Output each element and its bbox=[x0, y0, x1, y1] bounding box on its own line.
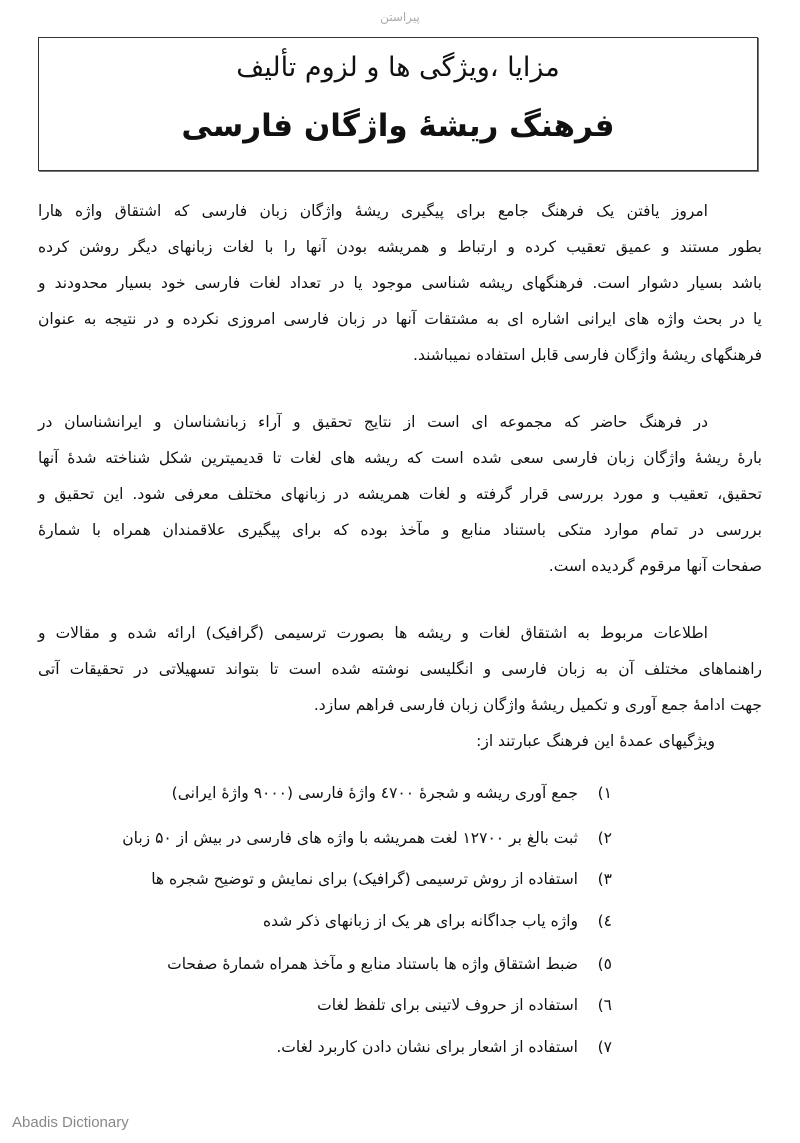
paragraph-1-line: بطور مستند و عمیق تعقیب کرده و ارتباط و همریشه بودن آنها را با لغات زبانهای دیگر روشن کرده bbox=[38, 238, 762, 256]
paragraph-3-line: جهت ادامهٔ جمع آوری و تکمیل ریشهٔ واژگان زبان فارسی فراهم سازد. bbox=[313, 696, 762, 714]
paragraph-3-line: اطلاعات مربوط به اشتقاق لغات و ریشه ها بصورت ترسیمی (گرافیک) ارائه شده و مقالات و bbox=[38, 624, 708, 642]
feature-text: استفاده از اشعار برای نشان دادن کاربرد لغات. bbox=[276, 1038, 578, 1056]
paragraph-2-line: بررسی در تمام موارد متکی باستناد منابع و مآخذ بوده که برای پیگیری علاقمندان همراه با شمارهٔ bbox=[38, 521, 762, 539]
feature-number: ٥) bbox=[597, 955, 612, 973]
paragraph-1-line: باشد بسیار دشوار است. فرهنگهای ریشه شناسی موجود یا در تعداد لغات فارسی خود بسیار محدودند و bbox=[38, 274, 762, 292]
feature-text: استفاده از حروف لاتینی برای تلفظ لغات bbox=[317, 996, 578, 1014]
watermark-top: پیراستن bbox=[380, 10, 420, 24]
title-line-1: مزایا ،ویژگی ها و لزوم تألیف bbox=[236, 52, 560, 83]
paragraph-2-line: در فرهنگ حاضر که مجموعه ای است از نتایج تحقیق و آراء زبانشناسان و ایرانشناسان در bbox=[38, 413, 708, 431]
paragraph-1-line: فرهنگهای ریشهٔ واژگان فارسی قابل استفاده نمیباشند. bbox=[413, 346, 762, 364]
feature-number: ۲) bbox=[597, 829, 612, 847]
feature-number: ٤) bbox=[597, 912, 612, 930]
paragraph-2-line: صفحات آنها مرقوم گردیده است. bbox=[548, 557, 762, 575]
features-intro: ویژگیهای عمدهٔ این فرهنگ عبارتند از: bbox=[476, 732, 715, 750]
paragraph-1-line: یا در بحث واژه های ایرانی اشاره ای به مشتقات آنها در زبان فارسی امروزی نکرده و در نتیجه به عنوان bbox=[38, 310, 762, 328]
feature-number: ۳) bbox=[597, 870, 612, 888]
footer-watermark: Abadis Dictionary bbox=[12, 1114, 129, 1131]
paragraph-3-line: راهنماهای مختلف آن به زبان فارسی و انگلیسی نوشته شده است تا بتواند تسهیلاتی در تحقیقات آتی bbox=[38, 660, 762, 678]
feature-text: استفاده از روش ترسیمی (گرافیک) برای نمایش و توضیح شجره ها bbox=[151, 870, 578, 888]
feature-text: واژه یاب جداگانه برای هر یک از زبانهای ذکر شده bbox=[262, 912, 578, 930]
paragraph-2-line: تحقیق، تعقیب و مورد بررسی قرار گرفته و لغات همریشه در زبانهای مختلف معرفی شود. این تحقیق و bbox=[38, 485, 762, 503]
feature-text: ضبط اشتقاق واژه ها باستناد منابع و مآخذ همراه شمارهٔ صفحات bbox=[167, 955, 578, 973]
paragraph-1-line: امروز یافتن یک فرهنگ جامع برای پیگیری ریشهٔ واژگان زبان فارسی که اشتقاق واژه هارا bbox=[38, 202, 708, 220]
paragraph-2-line: بارهٔ ریشهٔ واژگان زبان فارسی سعی شده است که ریشه های لغات تا قدیمیترین شکل شناخته شدهٔ آنها bbox=[38, 449, 762, 467]
feature-text: جمع آوری ریشه و شجرهٔ ٤۷۰۰ واژهٔ فارسی (۹۰۰۰ واژهٔ ایرانی) bbox=[171, 784, 578, 802]
feature-number: ۷) bbox=[597, 1038, 612, 1056]
title-box bbox=[38, 37, 758, 171]
feature-number: ۱) bbox=[597, 784, 612, 802]
feature-number: ٦) bbox=[597, 996, 612, 1014]
feature-text: ثبت بالغ بر ۱۲۷۰۰ لغت همریشه با واژه های فارسی در بیش از ۵۰ زبان bbox=[122, 829, 578, 847]
title-line-2: فرهنگ ریشهٔ واژگان فارسی bbox=[181, 108, 615, 144]
